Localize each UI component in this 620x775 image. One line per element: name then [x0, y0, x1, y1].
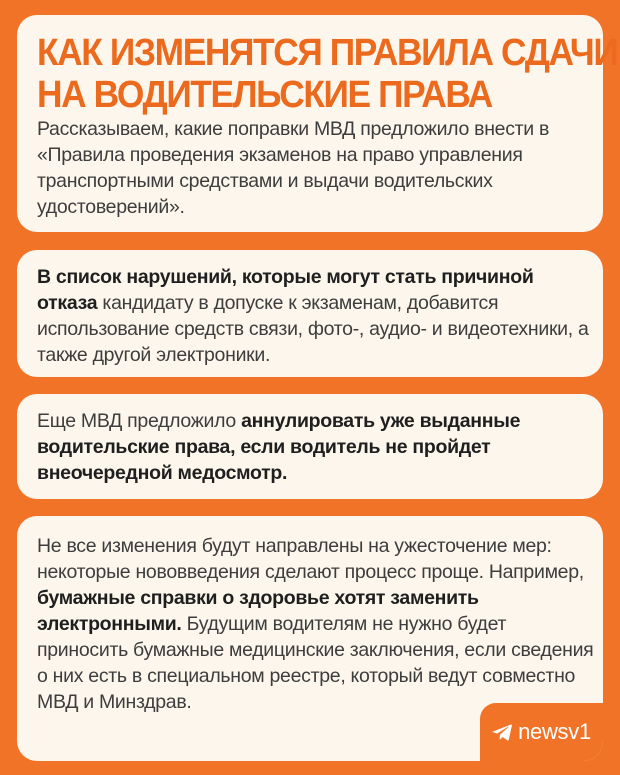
card-text: [37, 264, 597, 368]
card-bold-lead: В список нарушений, которые могут стать причиной отказа: [37, 266, 534, 314]
page-title: [37, 32, 617, 116]
card-text: [37, 408, 597, 486]
title-line-1: КАК ИЗМЕНЯТСЯ ПРАВИЛА СДАЧИ: [37, 32, 618, 74]
card-body: кандидату в допуске к экзаменам, добавится использование средств связи, фото-, аудио- и видеотехники, а также другой электроники.: [37, 292, 589, 366]
telegram-icon: [492, 724, 512, 741]
card-bold: аннулировать уже выданные водительские права, если водитель не пройдет внеочередной медосмотр.: [37, 410, 521, 484]
info-card-license-annulment: [17, 394, 603, 499]
brand-badge[interactable]: [480, 703, 603, 761]
info-card-exam-violations: [17, 250, 603, 377]
card-lead: Не все изменения будут направлены на ужесточение мер: некоторые нововведения сделают процесс проще. Например,: [37, 535, 584, 583]
card-text: [37, 533, 597, 715]
card-tail: Будущим водителям не нужно будет приносить бумажные медицинские заключения, если сведения о них есть в специальном реестре, который ведут совместно МВД и Минздрав.: [37, 613, 594, 713]
brand-name: newsv1: [518, 719, 591, 744]
title-line-2: НА ВОДИТЕЛЬСКИЕ ПРАВА: [37, 74, 492, 116]
intro-card: [17, 15, 618, 232]
intro-text: Рассказываем, какие поправки МВД предложило внести в «Правила проведения экзаменов на право управления транспортными средствами и выдачи водительских удостоверений».: [37, 118, 550, 218]
card-bold: бумажные справки о здоровье хотят заменить электронными.: [37, 587, 479, 635]
card-lead: Еще МВД предложило: [37, 410, 242, 432]
